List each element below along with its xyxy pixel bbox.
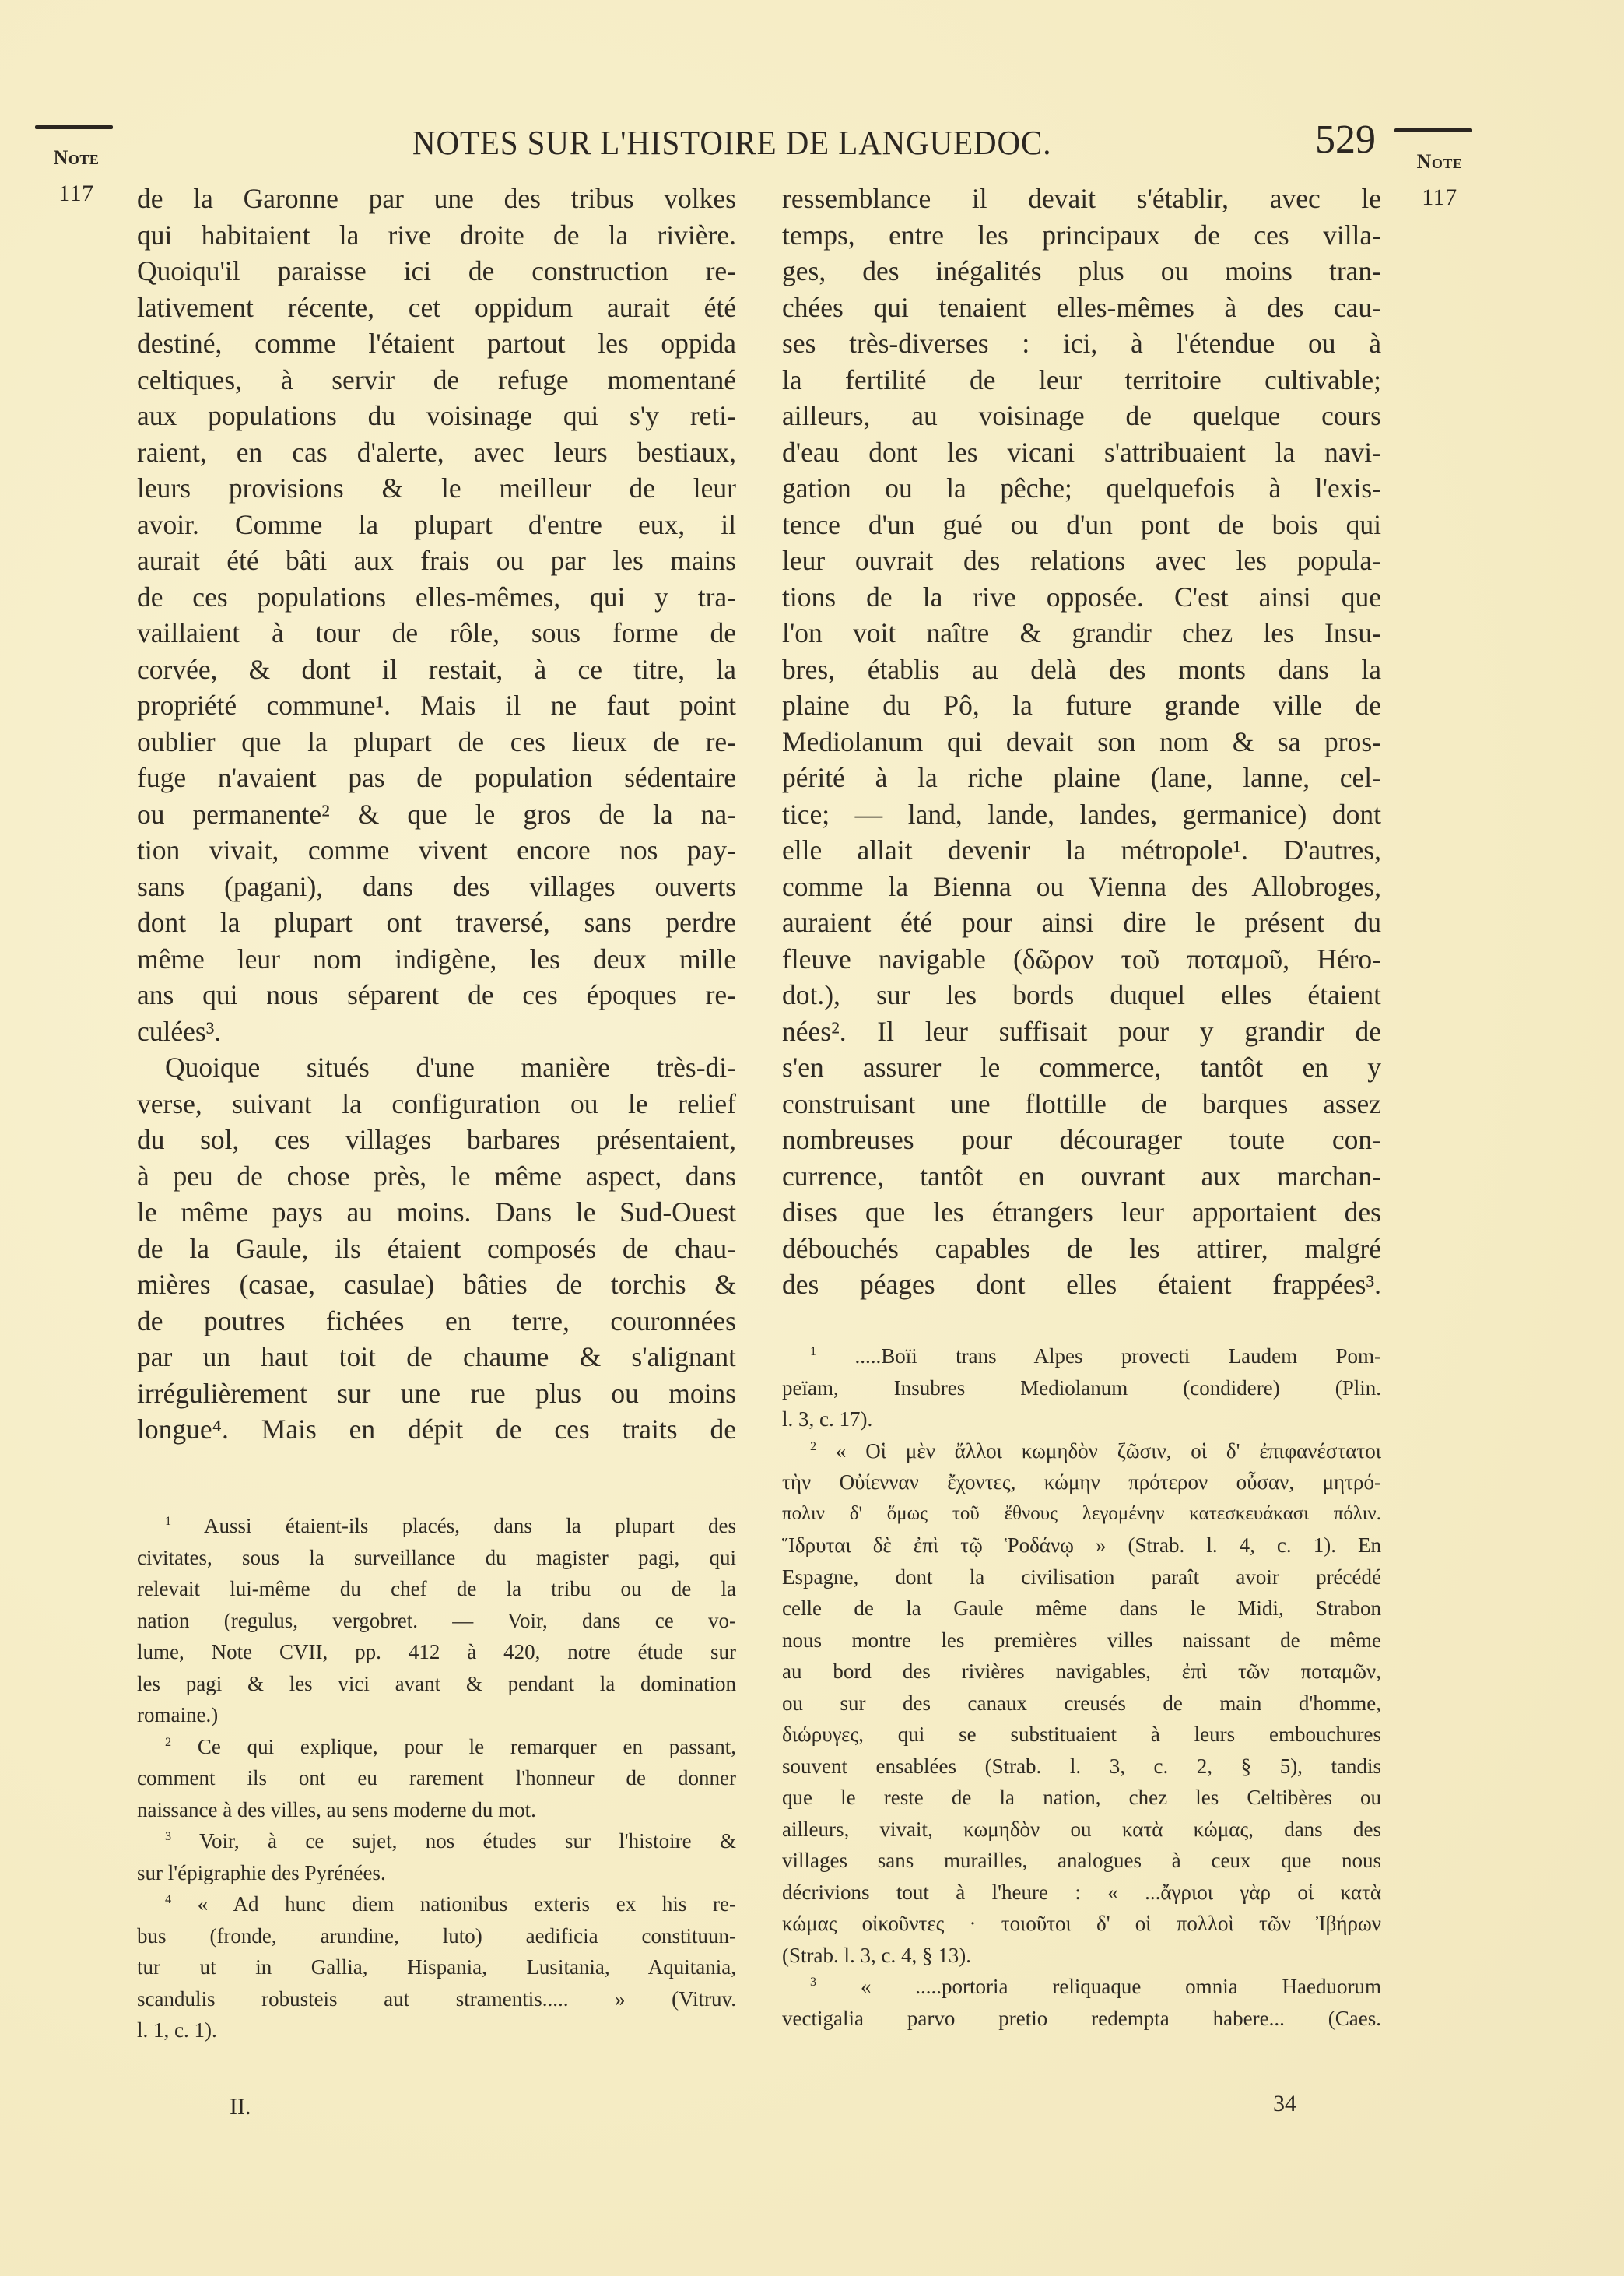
margin-note-right [1401,152,1478,209]
footnote-line: scandulis robusteis aut stramentis..... » (Vitruv. [137,1986,736,2011]
footnote-line: nation (regulus, vergobret. — Voir, dans ce vo- [137,1608,736,1632]
footnote-line: Espagne, dont la civilisation paraît avoir précédé [782,1565,1381,1589]
footnote-line: κώμας οἰκοῦντες · τοιοῦτοι δ' οἱ πολλοὶ τῶν Ἰβήρων [782,1912,1381,1935]
left-margin-rule [35,125,113,129]
footnote-line: πολιν δ' ὅμως τοῦ ἔθνους λεγομένην κατεσκευάκασι πόλιν. [782,1502,1381,1524]
footnote-line: l. 1, c. 1). [137,2018,217,2042]
text-line: longue⁴. Mais en dépit de ces traits de [137,1414,736,1445]
footnote-line: $^1$ .....Boïi trans Alpes provecti Laudem Pom- [810,1344,1381,1368]
footnote-3 [782,1971,1381,2034]
text-line: avoir. Comme la plupart d'entre eux, il [137,508,736,540]
text-line: verse, suivant la configuration ou le relief [137,1087,736,1119]
footnote-line: διώρυγες, qui se substituaient à leurs embouchures [782,1723,1381,1746]
footnote-1 [137,1510,736,1731]
volume-signature: II. [230,2094,251,2120]
text-line: dont la plupart ont traversé, sans perdre [137,907,736,938]
text-line: nombreuses pour décourager toute con- [782,1124,1381,1155]
footnote-line: les pagi & les vici avant & pendant la domination [137,1671,736,1695]
margin-note-number: 117 [58,181,94,206]
margin-note-label: Note [53,146,100,169]
footnote-line: au bord des rivières navigables, ἐπὶ τῶν ποταμῶν, [782,1660,1381,1683]
footnote-line: que le reste de la nation, chez les Celtibères ou [782,1786,1381,1809]
footnote-line: romaine.) [137,1703,219,1726]
footnote-line: civitates, sous la surveillance du magister pagi, qui [137,1545,736,1569]
footnote-line: sur l'épigraphie des Pyrénées. [137,1860,386,1884]
text-line: ses très-diverses : ici, à l'étendue ou à [782,328,1381,359]
footnote-line: décrivions tout à l'heure : « ...ἄγριοι γὰρ οἱ κατὰ [782,1880,1381,1904]
text-line: nées². Il leur suffisait pour y grandir de [782,1015,1381,1047]
text-line: vaillaient à tour de rôle, sous forme de [137,617,736,648]
text-line: tions de la rive opposée. C'est ainsi que [782,581,1381,613]
footnote-line: villages sans murailles, analogues à ceux que nous [782,1849,1381,1872]
text-line: dises que les étrangers leur apportaient des [782,1196,1381,1228]
text-line: plaine du Pô, la future grande ville de [782,690,1381,721]
footnote-line: vectigalia parvo pretio redempta habere... (Caes. [782,2006,1381,2030]
footnote-line: l. 3, c. 17). [782,1407,873,1431]
text-line: irrégulièrement sur une rue plus ou moins [137,1377,736,1409]
text-line: par un haut toit de chaume & s'alignant [137,1341,736,1372]
text-line: qui habitaient la rive droite de la rivière. [137,219,736,251]
footnote-line: ou sur des canaux creusés de main d'homme, [782,1691,1381,1715]
text-line: la fertilité de leur territoire cultivable; [782,364,1381,395]
text-line: currence, tantôt en ouvrant aux marchan- [782,1160,1381,1192]
text-line: ressemblance il devait s'établir, avec le [782,183,1381,214]
footnote-line: lume, Note CVII, pp. 412 à 420, notre étude sur [137,1640,736,1663]
footnote-line: nous montre les premières villes naissant de même [782,1628,1381,1652]
footnote-marker: 2 [165,1734,172,1749]
text-line: comme la Bienna ou Vienna des Allobroges, [782,870,1381,902]
margin-note-label: Note [1416,150,1463,173]
text-line: leur ouvrait des relations avec les popula- [782,545,1381,576]
footnote-3 [137,1825,736,1888]
text-line: oublier que la plupart de ces lieux de re- [137,725,736,757]
footnote-marker: 3 [165,1829,172,1843]
text-line: lativement récente, cet oppidum aurait été [137,291,736,323]
text-line: d'eau dont les vicani s'attribuaient la navi- [782,436,1381,468]
text-line: débouchés capables de les attirer, malgré [782,1232,1381,1264]
footnote-line: tur ut in Gallia, Hispania, Lusitania, Aquitania, [137,1955,736,1979]
right-column-body [782,181,1381,1303]
text-line: de la Garonne par une des tribus volkes [137,183,736,214]
footnote-line: τὴν Οὐίενναν ἔχοντες, κώμην πρότερον οὖσαν, μητρό- [782,1470,1381,1494]
footnote-line: celle de la Gaule même dans le Midi, Strabon [782,1596,1381,1620]
text-line: bres, établis au delà des monts dans la [782,653,1381,685]
text-line: construisant une flottille de barques assez [782,1087,1381,1119]
margin-note-number: 117 [1422,184,1457,210]
running-title: NOTES SUR L'HISTOIRE DE LANGUEDOC. [412,124,1052,162]
footnote-line: $^2$ Ce qui explique, pour le remarquer en passant, [165,1734,736,1758]
text-line: corvée, & dont il restait, à ce titre, la [137,653,736,685]
footnote-line: (Strab. l. 3, c. 4, § 13). [782,1943,971,1967]
text-line: de poutres fichées en terre, couronnées [137,1305,736,1336]
text-line: Quoique situés d'une manière très-di- [165,1052,736,1083]
text-line: tice; — land, lande, landes, germanice) dont [782,798,1381,830]
text-line: dot.), sur les bords duquel elles étaient [782,979,1381,1010]
text-line: de la Gaule, ils étaient composés de chau- [137,1232,736,1264]
text-line: ges, des inégalités plus ou moins tran- [782,255,1381,286]
footnote-line: relevait lui-même du chef de la tribu ou de la [137,1577,736,1600]
text-line: périté à la riche plaine (lane, lanne, cel- [782,762,1381,793]
text-line: même leur nom indigène, les deux mille [137,943,736,975]
footnote-marker: 3 [810,1975,817,1989]
text-line: l'on voit naître & grandir chez les Insu- [782,617,1381,648]
text-line: culées³. [137,1015,222,1047]
text-line: de ces populations elles-mêmes, qui y tra- [137,581,736,613]
footnote-2 [137,1731,736,1826]
text-line: celtiques, à servir de refuge momentané [137,364,736,395]
text-line: Quoiqu'il paraisse ici de construction re- [137,255,736,286]
text-line: aux populations du voisinage qui s'y reti- [137,400,736,431]
footnote-marker: 1 [810,1344,817,1358]
footnote-4 [137,1888,736,2046]
footnote-2 [782,1435,1381,1972]
margin-note-left [37,148,115,205]
footnote-marker: 1 [165,1514,172,1528]
text-line: ans qui nous séparent de ces époques re- [137,979,736,1010]
text-line: tion vivait, comme vivent encore nos pay- [137,834,736,866]
text-line: temps, entre les principaux de ces villa- [782,219,1381,251]
text-line: Mediolanum qui devait son nom & sa pros- [782,725,1381,757]
text-line: gation ou la pêche; quelquefois à l'exis- [782,472,1381,504]
text-line: des péages dont elles étaient frappées³. [782,1269,1381,1300]
footnote-line: $^2$ « Οἱ μὲν ἄλλοι κωμηδὸν ζῶσιν, οἱ δ' ἐπιφανέστατοι [810,1438,1382,1463]
footnote-line: ailleurs, vivait, κωμηδὸν ou κατὰ κώμας, dans des [782,1817,1381,1841]
text-line: le même pays au moins. Dans le Sud-Ouest [137,1196,736,1228]
left-footnotes [137,1510,736,2046]
page-number: 529 [1315,118,1376,162]
footnote-line: bus (fronde, arundine, luto) aedificia constituun- [137,1923,736,1948]
footnote-marker: 4 [165,1892,172,1906]
left-column-body [137,181,736,1448]
right-footnotes [782,1340,1381,2034]
text-line: fleuve navigable (δῶρον τοῦ ποταμοῦ, Héro- [782,943,1381,975]
text-line: à peu de chose près, le même aspect, dans [137,1160,736,1192]
text-line: raient, en cas d'alerte, avec leurs bestiaux, [137,436,736,468]
text-line: sans (pagani), dans des villages ouverts [137,870,736,902]
text-line: s'en assurer le commerce, tantôt en y [782,1052,1381,1083]
footnote-line: souvent ensablées (Strab. l. 3, c. 2, § 5), tandis [782,1754,1381,1778]
footnote-line: $^1$ Aussi étaient-ils placés, dans la plupart des [165,1514,736,1537]
text-line: ou permanente² & que le gros de la na- [137,798,736,830]
footnote-line: $^3$ « .....portoria reliquaque omnia Haeduorum [810,1975,1381,1998]
text-line: fuge n'avaient pas de population sédentaire [137,762,736,793]
text-line: aurait été bâti aux frais ou par les mains [137,545,736,576]
footnote-1 [782,1340,1381,1435]
footnote-marker: 2 [810,1438,817,1453]
text-line: tence d'un gué ou d'un pont de bois qui [782,508,1381,540]
text-line: du sol, ces villages barbares présentaient, [137,1124,736,1155]
footnote-line: peïam, Insubres Mediolanum (condidere) (Plin. [782,1375,1381,1400]
text-line: propriété commune¹. Mais il ne faut point [137,690,736,721]
footnote-line: $^4$ « Ad hunc diem nationibus exteris ex his re- [165,1892,737,1916]
footnote-line: naissance à des villes, au sens moderne du mot. [137,1797,536,1821]
text-line: chées qui tenaient elles-mêmes à des cau- [782,291,1381,323]
text-line: leurs provisions & le meilleur de leur [137,472,736,504]
footnote-line: $^3$ Voir, à ce sujet, nos études sur l'histoire & [165,1829,737,1853]
sheet-signature: 34 [1273,2091,1296,2116]
text-line: auraient été pour ainsi dire le présent du [782,907,1381,938]
right-margin-rule [1394,128,1472,132]
footnote-line: Ἵδρυται δὲ ἐπὶ τῷ Ῥοδάνῳ » (Strab. l. 4, c. 1). En [782,1533,1381,1557]
footnote-line: comment ils ont eu rarement l'honneur de donner [137,1766,736,1790]
text-line: mières (casae, casulae) bâties de torchis & [137,1269,736,1300]
text-line: elle allait devenir la métropole¹. D'autres, [782,834,1381,866]
text-line: destiné, comme l'étaient partout les oppida [137,328,736,359]
text-line: ailleurs, au voisinage de quelque cours [782,400,1381,431]
